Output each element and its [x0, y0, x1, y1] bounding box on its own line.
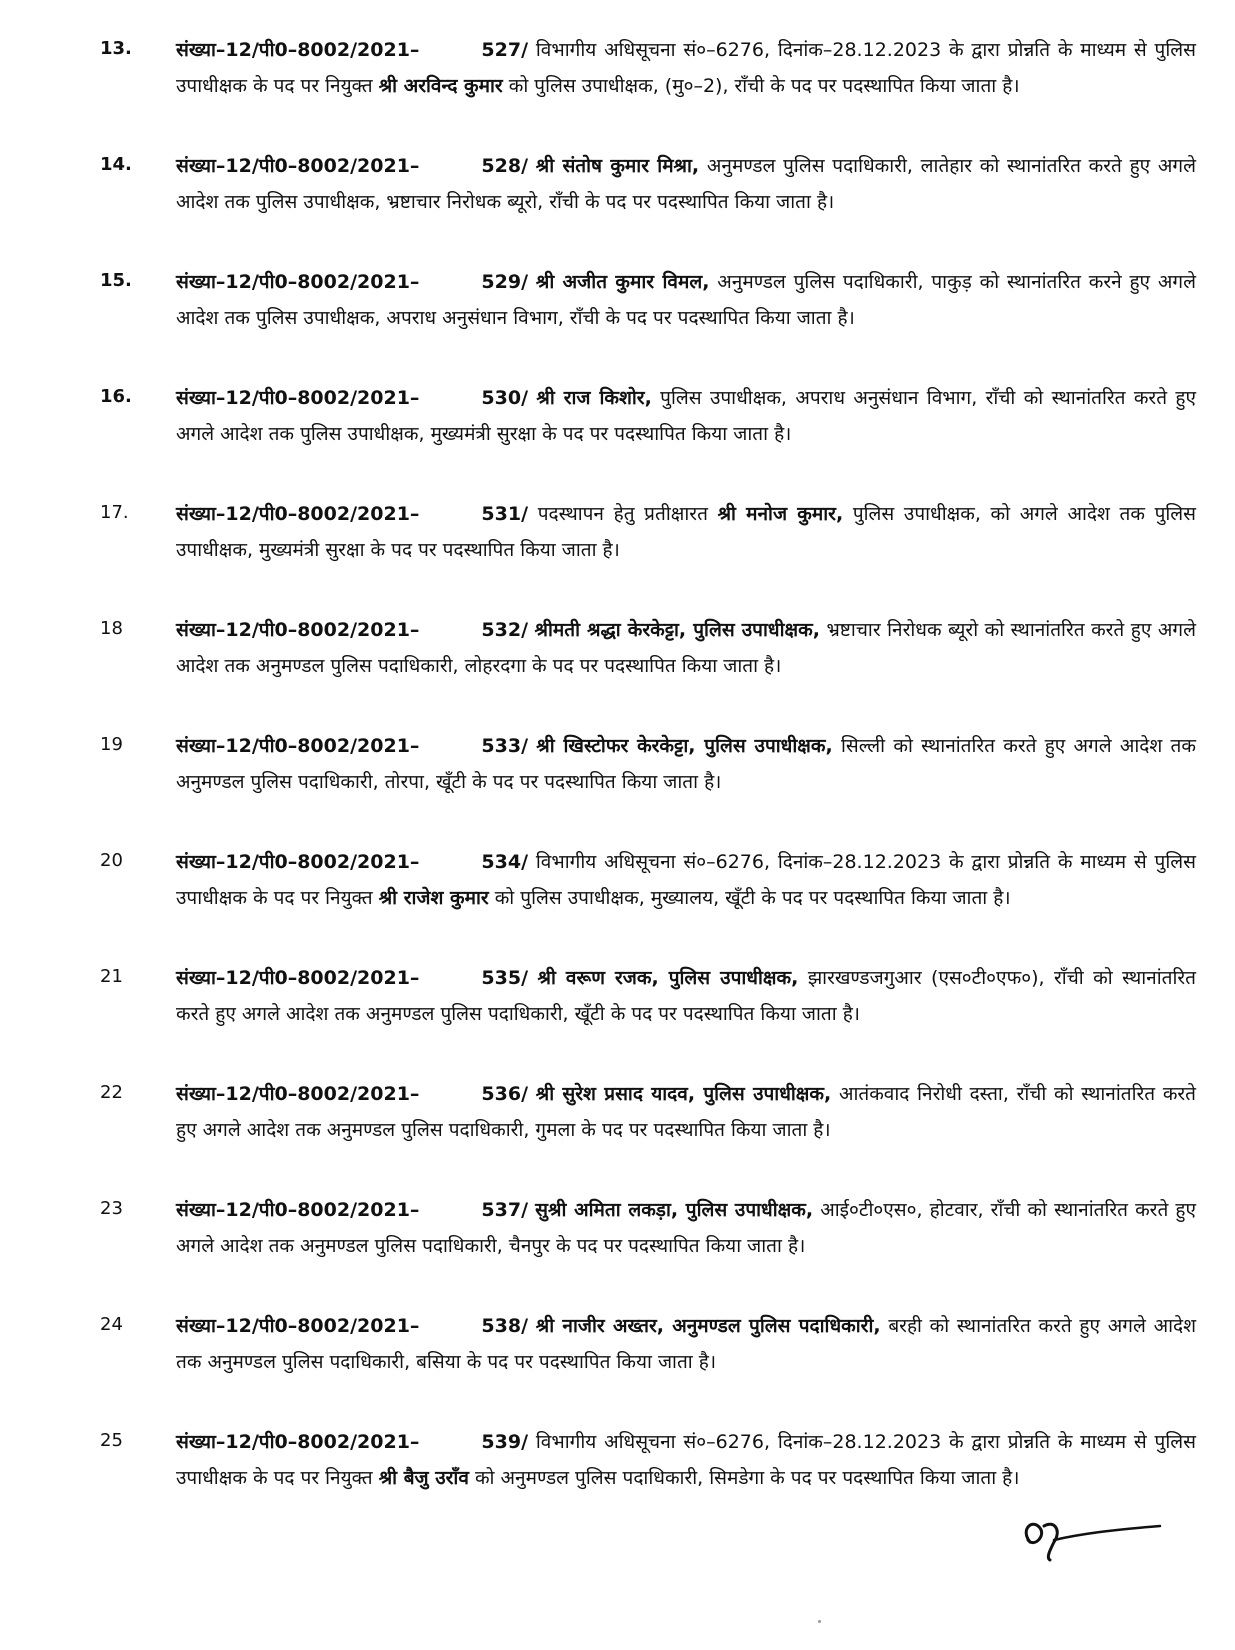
entry-text [176, 844, 1196, 916]
entry-text [176, 1424, 1196, 1496]
entry-lead-text: पदस्थापन हेतु प्रतीक्षारत [537, 503, 708, 525]
entry-number: 20 [100, 850, 123, 871]
entry-number: 19 [100, 734, 123, 755]
entry-text [176, 148, 1196, 220]
officer-name: श्री राज किशोर, [536, 387, 652, 409]
entry-number: 14. [100, 154, 132, 175]
order-number: 527/ [481, 39, 529, 61]
entry-text [176, 612, 1196, 684]
reference-number: संख्या–12/पी0–8002/2021– [176, 1199, 420, 1221]
entry-number: 25 [100, 1430, 123, 1451]
order-entry [0, 612, 1235, 728]
entry-text [176, 380, 1196, 452]
entry-posting-text: को पुलिस उपाधीक्षक, मुख्यालय, खूँटी के पद पर पदस्थापित किया जाता है। [494, 887, 1011, 909]
order-number: 530/ [481, 387, 529, 409]
order-number: 531/ [481, 503, 529, 525]
entry-text [176, 1192, 1196, 1264]
entry-text [176, 1076, 1196, 1148]
reference-number: संख्या–12/पी0–8002/2021– [176, 39, 420, 61]
order-entry [0, 380, 1235, 496]
entry-posting-text: पुलिस उपाधीक्षक, अपराध अनुसंधान विभाग, राँची को स्थानांतरित करते हुए अगले आदेश तक पुलिस उपाधीक्षक, मुख्यमंत्री सुरक्षा के पद पर पदस्थापित किया जाता है। [176, 387, 1196, 445]
entry-number: 24 [100, 1314, 123, 1335]
order-entry [0, 496, 1235, 612]
reference-number: संख्या–12/पी0–8002/2021– [176, 271, 420, 293]
entry-text [176, 32, 1196, 104]
officer-name: श्री राजेश कुमार [378, 887, 489, 909]
entry-posting-text: बरही को स्थानांतरित करते हुए अगले आदेश तक अनुमण्डल पुलिस पदाधिकारी, बसिया के पद पर पदस्थापित किया जाता है। [176, 1315, 1196, 1373]
entry-number: 16. [100, 386, 132, 407]
entry-text [176, 1308, 1196, 1380]
order-number: 536/ [481, 1083, 529, 1105]
order-entry [0, 960, 1235, 1076]
order-number: 532/ [481, 619, 529, 641]
officer-name: श्री खिस्टोफर केरकेट्टा, पुलिस उपाधीक्षक, [536, 735, 833, 757]
handwritten-signature [1010, 1500, 1170, 1570]
reference-number: संख्या–12/पी0–8002/2021– [176, 155, 420, 177]
officer-name: श्रीमती श्रद्धा केरकेट्टा, पुलिस उपाधीक्षक, [534, 619, 820, 641]
entry-lead-text: विभागीय अधिसूचना सं०–6276, दिनांक–28.12.2023 के द्वारा प्रोन्नति के माध्यम से पुलिस उपाधीक्षक के पद पर नियुक्त [176, 851, 1196, 909]
scan-speck [818, 1620, 821, 1623]
officer-name: श्री बैजु उराँव [378, 1467, 469, 1489]
entry-posting-text: अनुमण्डल पुलिस पदाधिकारी, पाकुड़ को स्थानांतरित करने हुए अगले आदेश तक पुलिस उपाधीक्षक, अपराध अनुसंधान विभाग, राँची के पद पर पदस्थापित किया जाता है। [176, 271, 1196, 329]
order-entry [0, 1308, 1235, 1424]
order-entry [0, 264, 1235, 380]
order-number: 535/ [481, 967, 529, 989]
entry-lead-text: विभागीय अधिसूचना सं०–6276, दिनांक–28.12.2023 के द्वारा प्रोन्नति के माध्यम से पुलिस उपाधीक्षक के पद पर नियुक्त [176, 39, 1196, 97]
officer-name: श्री अरविन्द कुमार [378, 75, 503, 97]
entry-posting-text: पुलिस उपाधीक्षक, को अगले आदेश तक पुलिस उपाधीक्षक, मुख्यमंत्री सुरक्षा के पद पर पदस्थापित किया जाता है। [176, 503, 1197, 561]
officer-name: श्री संतोष कुमार मिश्रा, [535, 155, 700, 177]
entry-number: 21 [100, 966, 123, 987]
order-number: 533/ [481, 735, 529, 757]
order-number: 529/ [481, 271, 529, 293]
entry-number: 22 [100, 1082, 123, 1103]
order-entry [0, 728, 1235, 844]
order-number: 534/ [481, 851, 529, 873]
entry-number: 13. [100, 38, 132, 59]
reference-number: संख्या–12/पी0–8002/2021– [176, 1083, 420, 1105]
entry-text [176, 728, 1196, 800]
officer-name: श्री सुरेश प्रसाद यादव, पुलिस उपाधीक्षक, [535, 1083, 832, 1105]
reference-number: संख्या–12/पी0–8002/2021– [176, 1315, 420, 1337]
order-entry [0, 1076, 1235, 1192]
entry-posting-text: को पुलिस उपाधीक्षक, (मु०–2), राँची के पद पर पदस्थापित किया जाता है। [508, 75, 1020, 97]
reference-number: संख्या–12/पी0–8002/2021– [176, 503, 420, 525]
order-entry [0, 1192, 1235, 1308]
reference-number: संख्या–12/पी0–8002/2021– [176, 619, 420, 641]
entry-posting-text: सिल्ली को स्थानांतरित करते हुए अगले आदेश तक अनुमण्डल पुलिस पदाधिकारी, तोरपा, खूँटी के पद पर पदस्थापित किया जाता है। [176, 735, 1196, 793]
entry-posting-text: झारखण्डजगुआर (एस०टी०एफ०), राँची को स्थानांतरित करते हुए अगले आदेश तक अनुमण्डल पुलिस पदाधिकारी, खूँटी के पद पर पदस्थापित किया जाता है। [176, 967, 1196, 1025]
order-entry [0, 148, 1235, 264]
order-number: 538/ [481, 1315, 529, 1337]
order-number: 539/ [481, 1431, 529, 1453]
entry-posting-text: आई०टी०एस०, होटवार, राँची को स्थानांतरित करते हुए अगले आदेश तक अनुमण्डल पुलिस पदाधिकारी, चैनपुर के पद पर पदस्थापित किया जाता है। [176, 1199, 1196, 1257]
entry-number: 18 [100, 618, 123, 639]
order-number: 528/ [481, 155, 529, 177]
entry-text [176, 264, 1196, 336]
entry-posting-text: अनुमण्डल पुलिस पदाधिकारी, लातेहार को स्थानांतरित करते हुए अगले आदेश तक पुलिस उपाधीक्षक, भ्रष्टाचार निरोधक ब्यूरो, राँची के पद पर पदस्थापित किया जाता है। [176, 155, 1196, 213]
officer-name: श्री वरूण रजक, पुलिस उपाधीक्षक, [537, 967, 799, 989]
entry-number: 15. [100, 270, 132, 291]
order-entry [0, 844, 1235, 960]
entry-text [176, 496, 1196, 568]
officer-name: श्री मनोज कुमार, [717, 503, 844, 525]
entry-text [176, 960, 1196, 1032]
reference-number: संख्या–12/पी0–8002/2021– [176, 387, 420, 409]
entry-posting-text: को अनुमण्डल पुलिस पदाधिकारी, सिमडेगा के पद पर पदस्थापित किया जाता है। [474, 1467, 1020, 1489]
reference-number: संख्या–12/पी0–8002/2021– [176, 967, 420, 989]
entry-posting-text: आतंकवाद निरोधी दस्ता, राँची को स्थानांतरित करते हुए अगले आदेश तक अनुमण्डल पुलिस पदाधिकारी, गुमला के पद पर पदस्थापित किया जाता है। [176, 1083, 1197, 1141]
entry-number: 17. [100, 502, 129, 523]
reference-number: संख्या–12/पी0–8002/2021– [176, 851, 420, 873]
reference-number: संख्या–12/पी0–8002/2021– [176, 1431, 420, 1453]
entry-number: 23 [100, 1198, 123, 1219]
entry-posting-text: भ्रष्टाचार निरोधक ब्यूरो को स्थानांतरित करते हुए अगले आदेश तक अनुमण्डल पुलिस पदाधिकारी, लोहरदगा के पद पर पदस्थापित किया जाता है। [176, 619, 1196, 677]
order-number: 537/ [481, 1199, 529, 1221]
order-entry [0, 32, 1235, 148]
officer-name: श्री नाजीर अख्तर, अनुमण्डल पुलिस पदाधिकारी, [535, 1315, 881, 1337]
officer-name: श्री अजीत कुमार विमल, [535, 271, 710, 293]
entry-lead-text: विभागीय अधिसूचना सं०–6276, दिनांक–28.12.2023 के द्वारा प्रोन्नति के माध्यम से पुलिस उपाधीक्षक के पद पर नियुक्त [176, 1431, 1196, 1489]
reference-number: संख्या–12/पी0–8002/2021– [176, 735, 420, 757]
officer-name: सुश्री अमिता लकड़ा, पुलिस उपाधीक्षक, [535, 1199, 814, 1221]
